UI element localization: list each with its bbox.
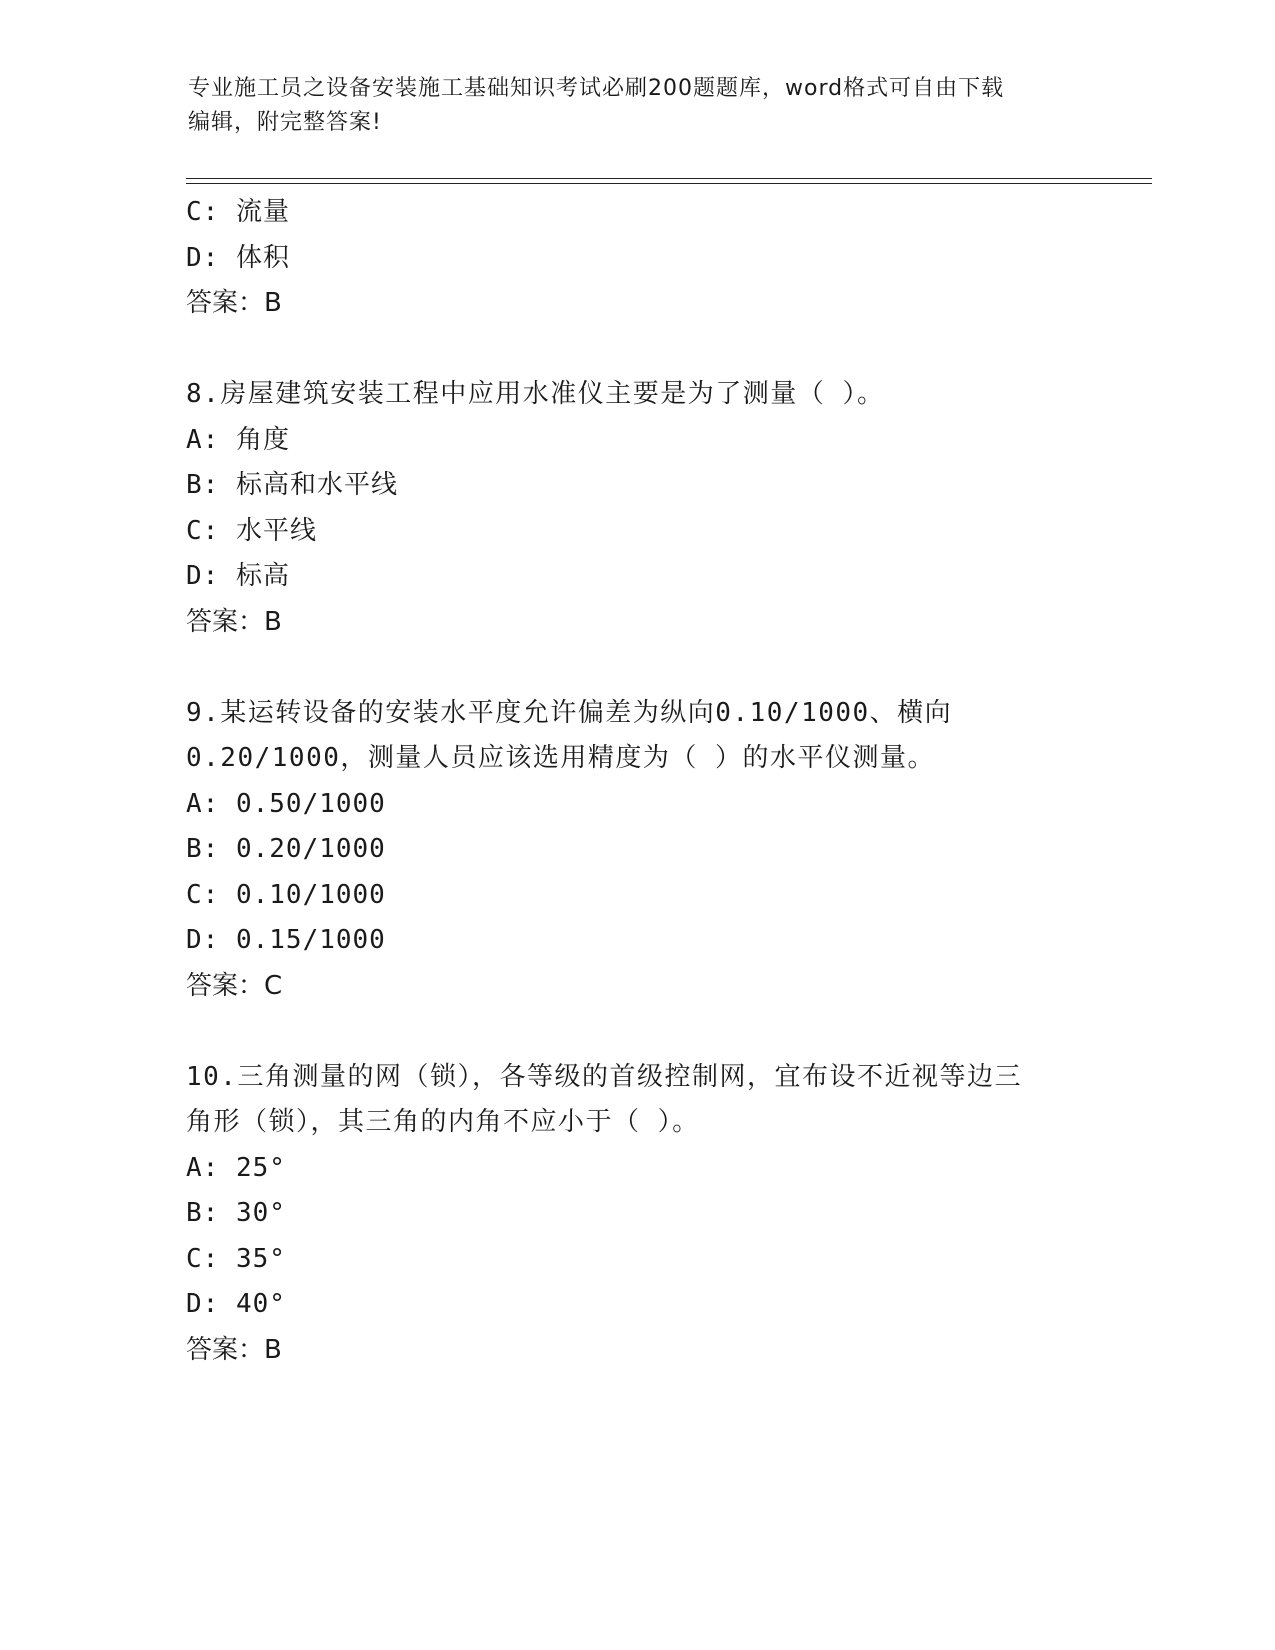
q8-option-a: A: 角度 — [186, 424, 290, 455]
q8-stem: 8.房屋建筑安装工程中应用水准仪主要是为了测量（ ）。 — [186, 379, 885, 409]
q9-stem-line-1: 9.某运转设备的安装水平度允许偏差为纵向0.10/1000、横向 — [186, 697, 953, 728]
q8-option-c: C: 水平线 — [186, 515, 317, 546]
q9-stem-line-2: 0.20/1000，测量人员应该选用精度为（ ）的水平仪测量。 — [186, 743, 936, 773]
q9-option-b: B: 0.20/1000 — [186, 834, 386, 864]
header-rule-bottom — [186, 183, 1152, 184]
q9-option-c: C: 0.10/1000 — [186, 879, 386, 910]
q7-answer: 答案：B — [186, 288, 282, 318]
page-header — [188, 72, 1088, 140]
q9-option-a: A: 0.50/1000 — [186, 788, 386, 819]
q7-option-c: C: 流量 — [186, 197, 290, 227]
question-9 — [186, 691, 1146, 1010]
question-list — [186, 190, 1146, 1373]
q10-stem-line-2: 角形（锁），其三角的内角不应小于（ ）。 — [186, 1107, 700, 1137]
q10-option-c: C: 35° — [186, 1243, 286, 1274]
header-title-line-1: 专业施工员之设备安装施工基础知识考试必刷200题题库，word格式可自由下载 — [188, 76, 1005, 101]
q9-option-d: D: 0.15/1000 — [186, 925, 386, 955]
spacer — [186, 327, 1146, 373]
header-title-line-2: 编辑，附完整答案! — [188, 110, 382, 135]
question-10 — [186, 1055, 1146, 1374]
q8-option-b: B: 标高和水平线 — [186, 470, 398, 500]
q10-option-b: B: 30° — [186, 1198, 286, 1228]
q9-answer: 答案：C — [186, 970, 283, 1001]
q8-option-d: D: 标高 — [186, 561, 290, 591]
q7-option-d: D: 体积 — [186, 242, 290, 273]
q10-option-a: A: 25° — [186, 1152, 286, 1183]
q8-answer: 答案：B — [186, 606, 282, 637]
q10-option-d: D: 40° — [186, 1289, 286, 1319]
spacer — [186, 1009, 1146, 1055]
question-8 — [186, 372, 1146, 645]
q10-stem-line-1: 10.三角测量的网（锁），各等级的首级控制网，宜布设不近视等边三 — [186, 1061, 1022, 1092]
spacer — [186, 645, 1146, 691]
q10-answer: 答案：B — [186, 1334, 282, 1365]
question-7-tail — [186, 190, 1146, 327]
header-rule-top — [186, 178, 1152, 179]
